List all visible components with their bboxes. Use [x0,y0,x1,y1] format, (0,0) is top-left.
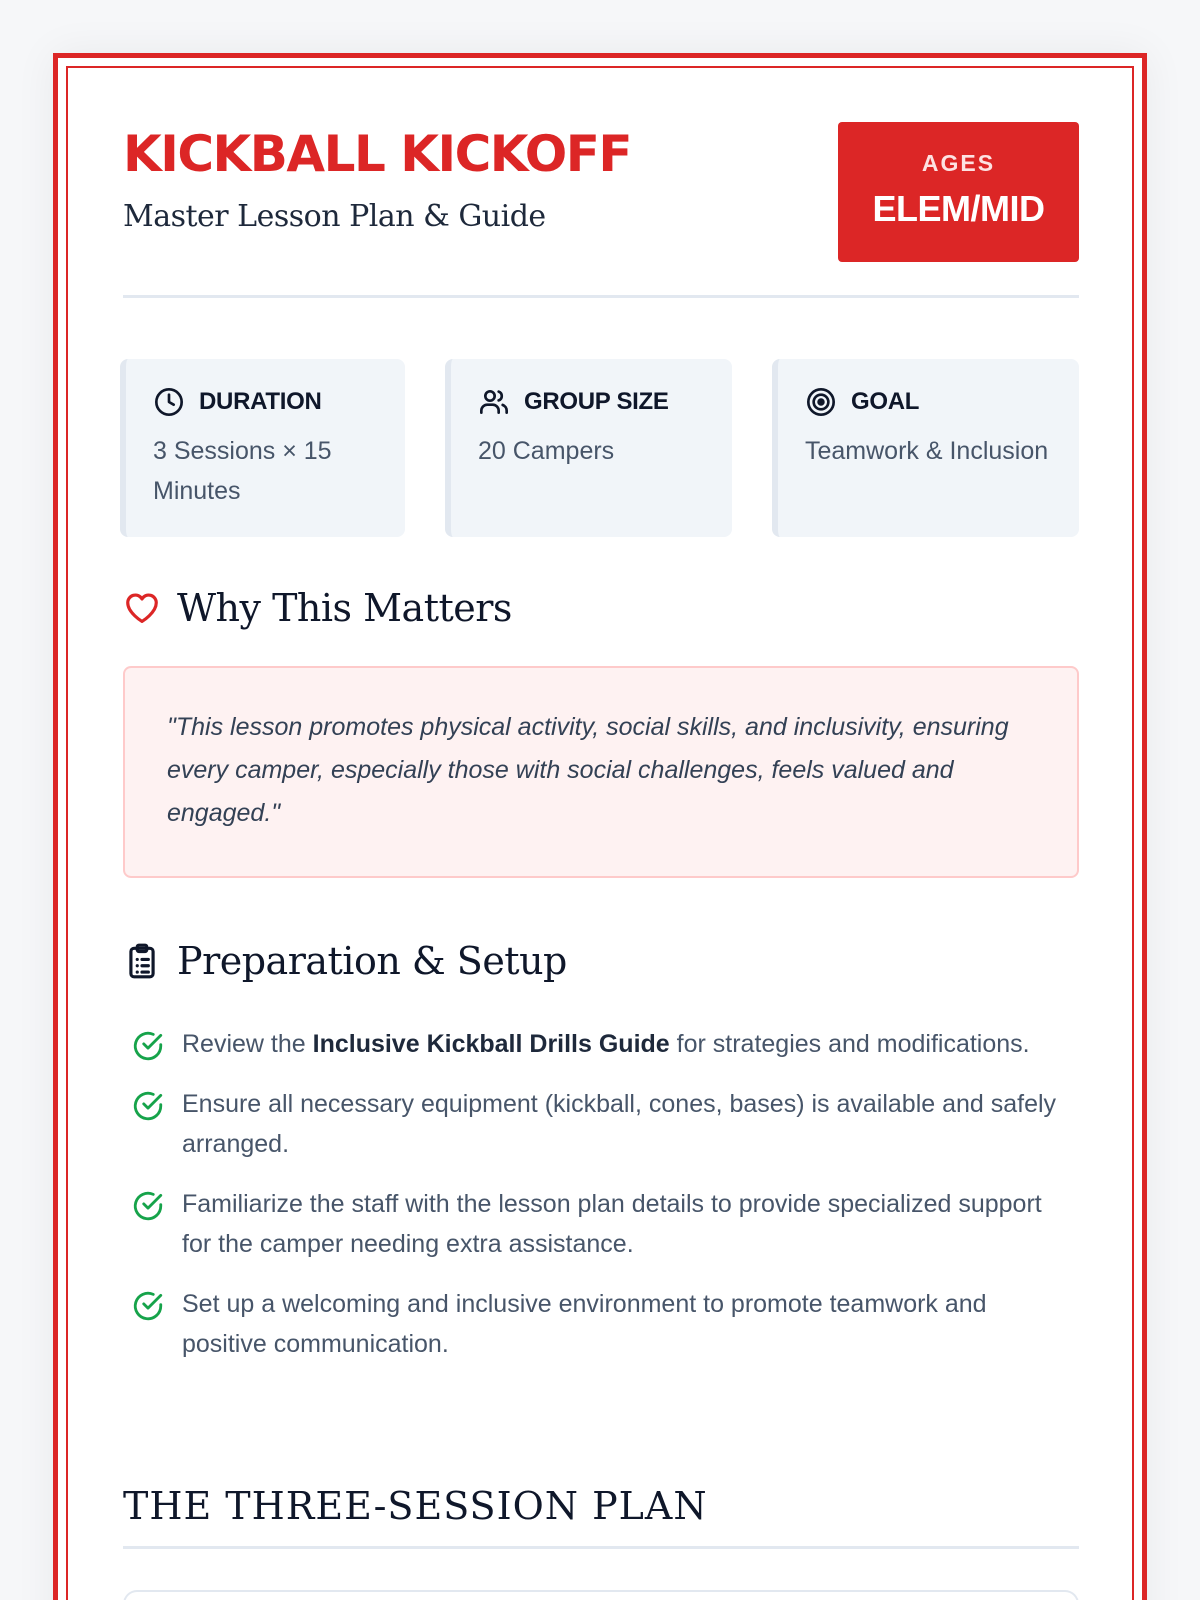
prep-section-header [123,939,567,983]
ages-badge [838,122,1079,262]
mission-quote-box [123,666,1079,878]
why-section-header [123,586,512,630]
clipboard-icon [123,942,161,980]
check-circle-icon [131,1289,165,1323]
list-item-text: Familiarize the staff with the lesson plan details to provide specialized support for the camper needing extra assistance. [182,1190,1042,1258]
info-card-duration [120,359,405,537]
info-card-group-size [445,359,732,537]
mission-quote: "This lesson promotes physical activity, social skills, and inclusivity, ensuring every camper, especially those with social challenges, feels valued and engaged." [167,713,1009,827]
info-card-text: Teamwork & Inclusion [805,437,1049,465]
lesson-plan [117,107,1079,1528]
info-card-title: GOAL [851,388,920,415]
ages-label: AGES [921,150,996,176]
plan-section-title: THE THREE-SESSION PLAN [123,1484,708,1528]
section-title: Preparation & Setup [177,939,567,983]
users-icon [478,386,510,418]
ages-value: ELEM/MID [872,188,1045,229]
page-subtitle: Master Lesson Plan & Guide [123,199,546,234]
clock-icon [153,386,185,418]
header-divider [123,295,1079,298]
session-card [123,1590,1079,1600]
plan-divider [123,1546,1079,1549]
prep-checklist [131,1024,1071,1384]
target-icon [805,386,837,418]
info-card-title: DURATION [199,388,322,415]
heart-icon [123,589,161,627]
list-item [131,1284,1071,1364]
page-title: KICKBALL KICKOFF [123,125,632,183]
section-title: Why This Matters [177,586,512,630]
check-circle-icon [131,1089,165,1123]
list-item [131,1084,1071,1164]
check-circle-icon [131,1189,165,1223]
list-item-text: Review the Inclusive Kickball Drills Guide for strategies and modifications. [182,1030,1030,1058]
info-card-text: 3 Sessions × 15 Minutes [153,437,332,505]
list-item-text: Set up a welcoming and inclusive environment to promote teamwork and positive communication. [182,1290,987,1358]
info-card-title: GROUP SIZE [524,388,669,415]
info-card-text: 20 Campers [478,437,615,465]
header [117,107,1079,257]
list-item [131,1024,1071,1064]
info-card-goal [772,359,1079,537]
list-item [131,1184,1071,1264]
list-item-text: Ensure all necessary equipment (kickball, cones, bases) is available and safely arranged. [182,1090,1057,1158]
check-circle-icon [131,1029,165,1063]
